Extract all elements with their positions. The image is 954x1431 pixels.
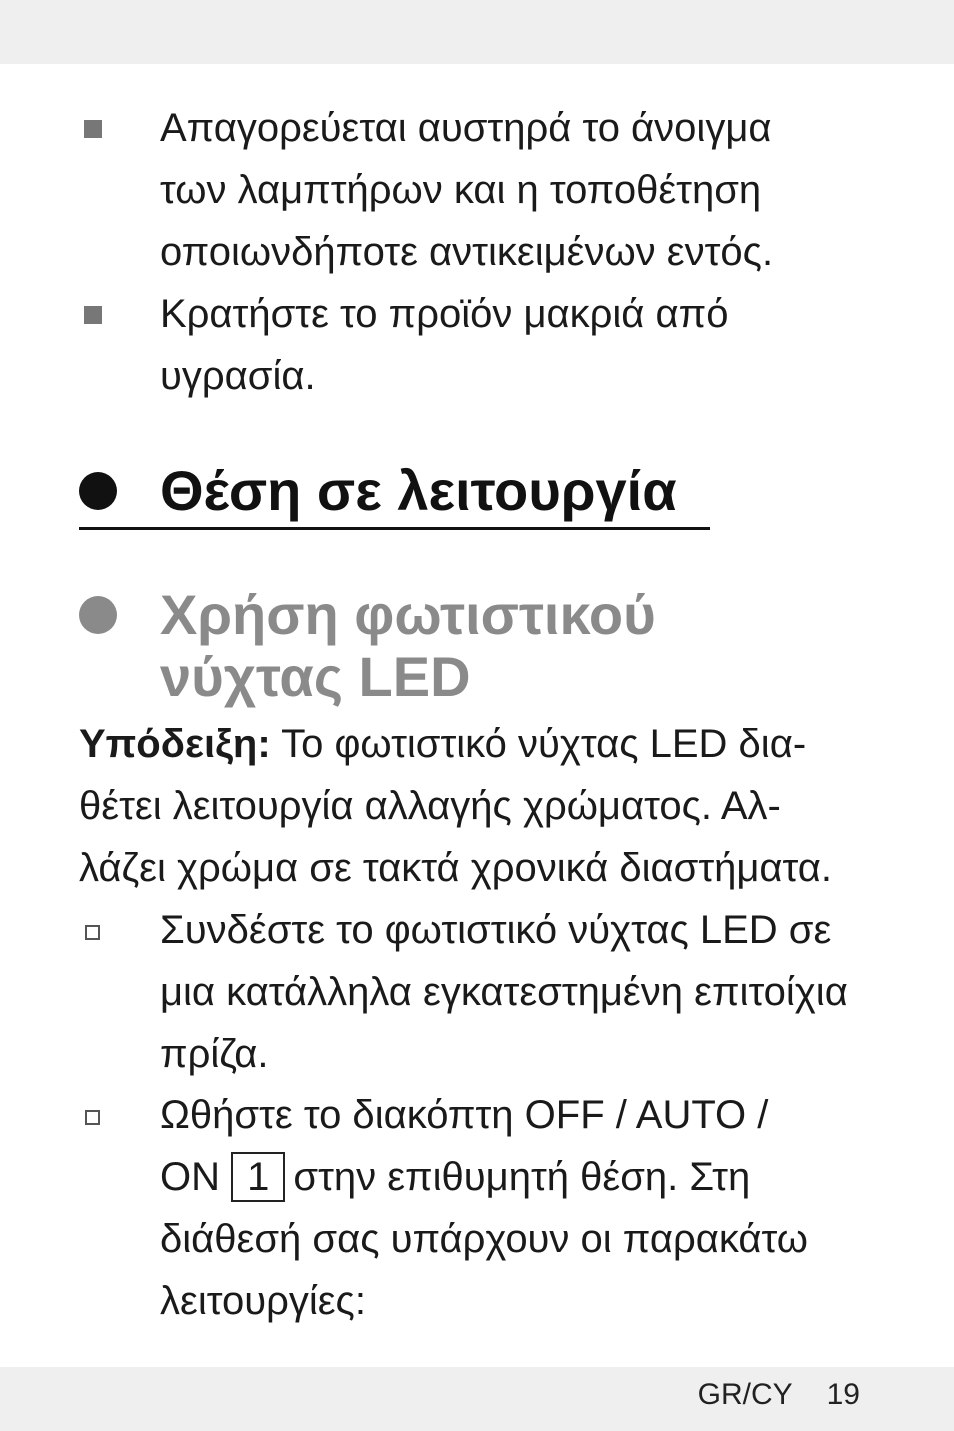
page-footer bbox=[698, 1375, 860, 1415]
heading-dot-icon bbox=[79, 472, 117, 510]
step-1-line-1: Συνδέστε το φωτιστικό νύχτας LED σε bbox=[160, 908, 832, 952]
footer-region: GR/CY bbox=[697, 1378, 793, 1411]
step-2-line-1: Ωθήστε το διακόπτη OFF / AUTO / bbox=[160, 1093, 769, 1137]
note-text-1: Το φωτιστικό νύχτας LED δια- bbox=[270, 722, 807, 766]
note-line-2: θέτει λειτουργία αλλαγής χρώματος. Αλ- bbox=[79, 784, 781, 828]
bullet-2-line-2: υγρασία. bbox=[160, 354, 316, 398]
note-line-1 bbox=[79, 713, 806, 775]
page-number: 19 bbox=[826, 1378, 860, 1411]
checkbox-bullet-icon bbox=[85, 1110, 100, 1125]
bullet-1-line-2: των λαμπτήρων και η τοποθέτηση bbox=[160, 168, 762, 212]
bullet-square-icon bbox=[84, 120, 102, 138]
section-heading: Θέση σε λειτουργία bbox=[160, 459, 677, 522]
step-2-on-label: ON bbox=[160, 1155, 220, 1199]
step-2-line-2 bbox=[160, 1146, 750, 1208]
heading-underline bbox=[79, 527, 710, 530]
bullet-1-line-3: οποιωνδήποτε αντικειμένων εντός. bbox=[160, 230, 774, 274]
note-line-3: λάζει χρώμα σε τακτά χρονικά διαστήματα. bbox=[79, 846, 833, 890]
reference-number-box: 1 bbox=[231, 1152, 285, 1202]
step-1-line-2: μια κατάλληλα εγκατεστημένη επιτοίχια bbox=[160, 970, 848, 1014]
note-label: Υπόδειξη: bbox=[79, 722, 271, 766]
bullet-2-line-1: Κρατήστε το προϊόν μακριά από bbox=[160, 292, 729, 336]
step-2-line-2-text: στην επιθυμητή θέση. Στη bbox=[293, 1155, 751, 1199]
subsection-heading-line-2: νύχτας LED bbox=[160, 645, 471, 708]
step-2-line-4: λειτουργίες: bbox=[160, 1279, 366, 1323]
subsection-heading-line-1: Χρήση φωτιστικού bbox=[160, 583, 656, 646]
step-2-line-3: διάθεσή σας υπάρχουν οι παρακάτω bbox=[160, 1217, 808, 1261]
checkbox-bullet-icon bbox=[85, 925, 100, 940]
top-band bbox=[0, 0, 954, 64]
bullet-square-icon bbox=[84, 306, 102, 324]
bullet-1-line-1: Απαγορεύεται αυστηρά το άνοιγμα bbox=[160, 106, 772, 150]
subheading-dot-icon bbox=[79, 596, 117, 634]
step-1-line-3: πρίζα. bbox=[160, 1032, 269, 1076]
